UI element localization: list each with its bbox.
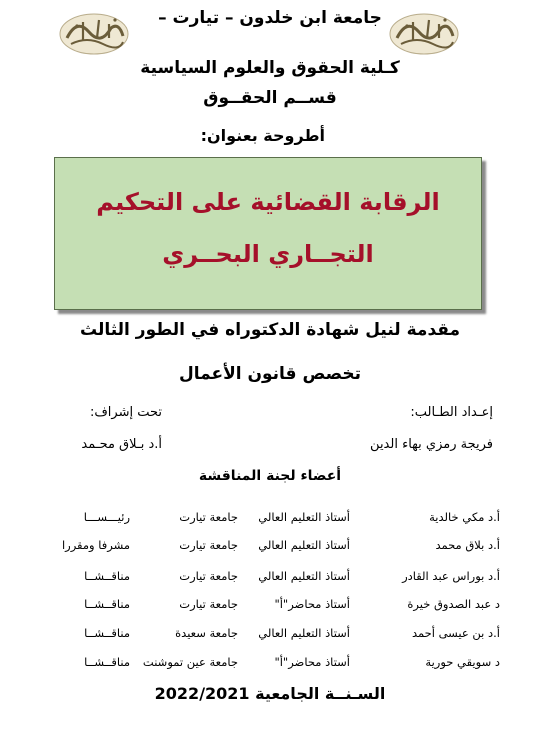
member-university: جامعة تيارت [179,538,238,552]
supervisor-name: أ.د بـلاق محـمد [81,437,162,452]
member-role: مناقــشــا [84,597,130,611]
member-rank: أستاذ التعليم العالي [258,569,350,583]
committee-member-row [40,510,500,530]
prepared-by-label: إعـداد الطـالب: [410,405,493,420]
member-rank: أستاذ محاضر"أ" [274,597,350,611]
member-role: مناقــشــا [84,655,130,669]
member-role: مشرفا ومقررا [61,538,130,552]
member-rank: أستاذ التعليم العالي [258,538,350,552]
thesis-title-line-2: التجــاري البحــري [162,240,374,268]
thesis-label: أطروحة بعنوان: [200,126,325,145]
committee-title: أعضاء لجنة المناقشة [198,468,342,484]
student-name: فريجة رمزي بهاء الدين [370,437,493,452]
specialty: تخصص قانون الأعمال [178,364,362,384]
committee-member-row [40,597,500,617]
member-rank: أستاذ محاضر"أ" [274,655,350,669]
member-name: د سويقي حورية [425,655,500,669]
member-name: أ.د بوراس عبد القادر [402,569,500,583]
committee-member-row [40,626,500,646]
committee-member-row [40,655,500,675]
member-university: جامعة سعيدة [175,626,238,640]
member-role: رئيـــســـا [83,510,130,524]
member-name: أ.د بن عيسى أحمد [411,626,500,640]
degree-statement: مقدمة لنيل شهادة الدكتوراه في الطور الثالث [79,320,461,340]
university-name: جامعة ابن خلدون – تيارت – [158,8,382,28]
thesis-title-box [54,157,482,310]
member-name: أ.د بلاق محمد [435,538,500,552]
supervision-label: تحت إشراف: [89,405,162,420]
committee-member-row [40,569,500,589]
member-rank: أستاذ التعليم العالي [258,510,350,524]
member-name: أ.د مكي خالدية [429,510,500,524]
member-university: جامعة تيارت [179,510,238,524]
committee-member-row [40,538,500,558]
member-role: مناقــشــا [84,626,130,640]
academic-year: السـنــة الجامعية 2022/2021 [154,684,386,703]
thesis-title-line-1: الرقابة القضائية على التحكيم [96,188,440,216]
member-rank: أستاذ التعليم العالي [258,626,350,640]
member-role: مناقــشــا [84,569,130,583]
member-university: جامعة عين تموشنت [142,655,238,669]
member-name: د عبد الصدوق خيرة [407,597,500,611]
member-university: جامعة تيارت [179,569,238,583]
department-name: قســم الحقــوق [203,88,337,108]
faculty-name: كـلية الحقوق والعلوم السياسية [140,58,400,78]
member-university: جامعة تيارت [179,597,238,611]
